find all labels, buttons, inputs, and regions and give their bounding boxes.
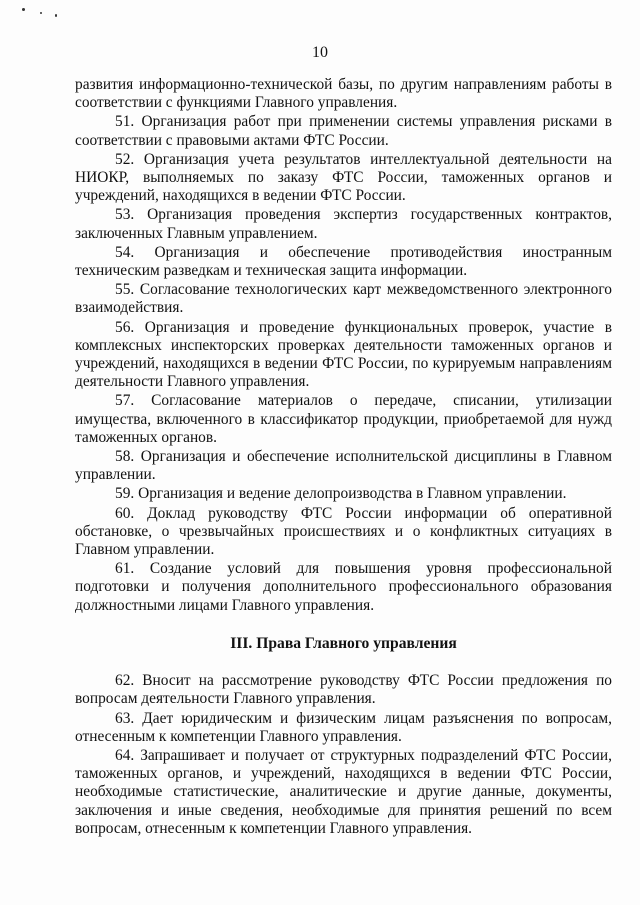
scan-artifact: [40, 12, 42, 14]
paragraph: 60. Доклад руководству ФТС России информации об оперативной обстановке, о чрезвычайных происшествиях и о конфликтных ситуациях в Главном управлении.: [75, 504, 612, 559]
scan-artifact: [22, 8, 25, 11]
paragraph: 55. Согласование технологических карт межведомственного электронного взаимодействия.: [75, 281, 612, 317]
paragraph: 58. Организация и обеспечение исполнительской дисциплины в Главном управлении.: [75, 448, 612, 484]
paragraph-list: [75, 76, 612, 615]
paragraph: 52. Организация учета результатов интеллектуальной деятельности на НИОКР, выполняемых по заказу ФТС России, таможенных органов и учреждений, находящихся в ведении ФТС России.: [75, 150, 612, 205]
paragraph: 57. Согласование материалов о передаче, списании, утилизации имущества, включенного в классификатор продукции, приобретаемой для нужд таможенных органов.: [75, 392, 612, 446]
paragraph: развития информационно-технической базы, по другим направлениям работы в соответствии с функциями Главного управления.: [75, 76, 612, 112]
paragraph: 61. Создание условий для повышения уровня профессиональной подготовки и получения дополнительного профессионального образования должностными лицами Главного управления.: [75, 560, 612, 614]
paragraph: 62. Вносит на рассмотрение руководству ФТС России предложения по вопросам деятельности Главного управления.: [75, 672, 612, 708]
paragraph: 56. Организация и проведение функциональных проверок, участие в комплексных инспекторских проверках деятельности таможенных органов и учреждений, находящихся в ведении ФТС России, по курируемым направлениям деятельности Главного управления.: [75, 318, 612, 391]
paragraph-list: [75, 672, 612, 838]
paragraph: 64. Запрашивает и получает от структурных подразделений ФТС России, таможенных органов, и учреждений, находящихся в ведении ФТС России, необходимые статистические, аналитические и другие данные, документы, заключения и иные сведения, необходимые для принятия решений по всем вопросам, отнесенным к компетенции Главного управления.: [75, 746, 612, 837]
document-body: [75, 76, 612, 839]
scan-artifact: [55, 14, 57, 17]
paragraph: 51. Организация работ при применении системы управления рисками в соответствии с правовыми актами ФТС России.: [75, 113, 612, 149]
paragraph: 59. Организация и ведение делопроизводства в Главном управлении.: [115, 485, 567, 503]
paragraph: 54. Организация и обеспечение противодействия иностранным техническим разведкам и техническая защита информации.: [75, 243, 612, 280]
paragraph: 63. Дает юридическим и физическим лицам разъяснения по вопросам, отнесенным к компетенции Главного управления.: [75, 709, 612, 745]
section-title: III. Права Главного управления: [230, 634, 457, 652]
page-number: 10: [312, 44, 328, 61]
paragraph: 53. Организация проведения экспертиз государственных контрактов, заключенных Главным управлением.: [75, 206, 612, 242]
